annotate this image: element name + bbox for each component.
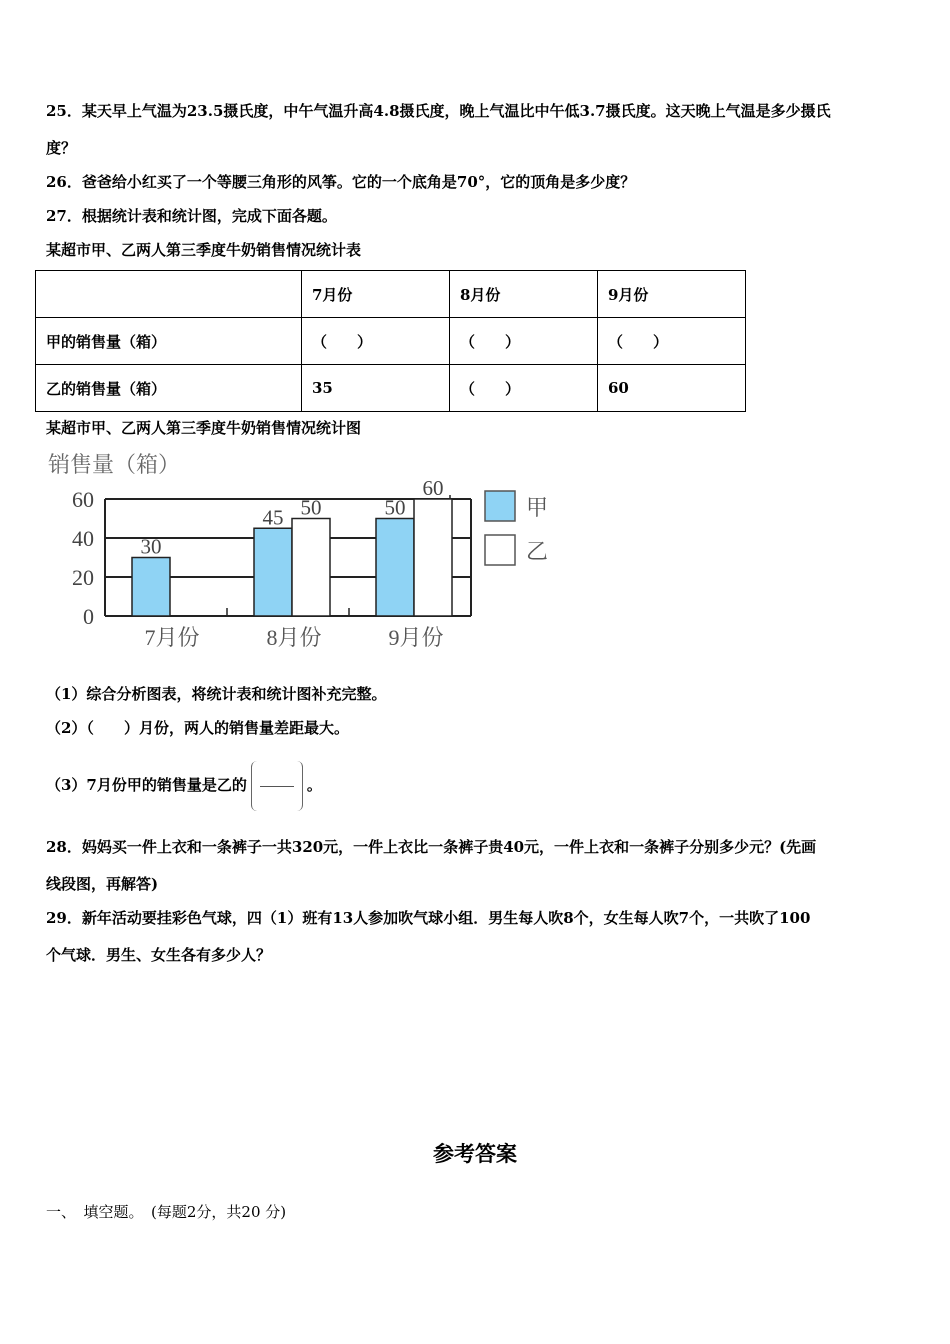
chart-title: 某超市甲、乙两人第三季度牛奶销售情况统计图	[46, 419, 362, 437]
sub-question-2: （2）（ ）月份，两人的销售量差距最大。	[46, 719, 349, 737]
bar-chart	[40, 447, 560, 652]
question-28-line1: 28．妈妈买一件上衣和一条裤子一共320元，一件上衣比一条裤子贵40元，一件上衣和一条裤子分别多少元？(先画	[46, 838, 817, 856]
sub-question-3-prefix: （3）7月份甲的销售量是乙的	[46, 776, 247, 794]
table-header-cell: 7月份	[302, 271, 450, 318]
table-cell: 60	[598, 365, 746, 412]
question-27: 27．根据统计表和统计图，完成下面各题。	[46, 207, 337, 225]
answer-section-1: 一、 填空题。 (每题2分，共20 分)	[46, 1203, 287, 1221]
table-header-cell: 9月份	[598, 271, 746, 318]
sub-question-1: （1）综合分析图表，将统计表和统计图补充完整。	[46, 685, 387, 703]
table-cell: 35	[302, 365, 450, 412]
y-tick-label: 20	[72, 565, 94, 590]
legend-label: 甲	[526, 495, 549, 520]
x-tick-label: 7月份	[144, 625, 200, 650]
stats-table	[35, 270, 746, 412]
table-cell-blank[interactable]: （ ）	[598, 318, 746, 365]
bar-jia	[254, 528, 292, 616]
y-tick-label: 0	[83, 604, 94, 629]
bar-yi	[414, 499, 452, 616]
bar-yi	[292, 519, 330, 617]
question-29-line2: 个气球．男生、女生各有多少人？	[46, 946, 272, 964]
data-label: 50	[384, 495, 406, 520]
question-26: 26．爸爸给小红买了一个等腰三角形的风筝。它的一个底角是70°，它的顶角是多少度？	[46, 173, 636, 191]
answer-title: 参考答案	[433, 1141, 517, 1166]
table-cell-blank[interactable]: （ ）	[302, 318, 450, 365]
table-cell: 乙的销售量（箱）	[36, 365, 302, 412]
y-tick-label: 60	[72, 487, 94, 512]
question-25-line1: 25．某天早上气温为23.5摄氏度，中午气温升高4.8摄氏度，晚上气温比中午低3.7摄氏度。这天晚上气温是多少摄氏	[46, 102, 831, 120]
table-header-cell	[36, 271, 302, 318]
bar-jia	[376, 519, 414, 617]
x-tick-label: 8月份	[266, 625, 322, 650]
sub-question-3-suffix: 。	[306, 776, 322, 794]
y-tick-label: 40	[72, 526, 94, 551]
table-row-yi	[36, 365, 746, 412]
table-cell: 甲的销售量（箱）	[36, 318, 302, 365]
sub-question-3	[46, 758, 322, 812]
y-axis-label: 销售量（箱）	[48, 452, 181, 477]
legend-swatch	[485, 535, 515, 565]
question-29-line1: 29．新年活动要挂彩色气球，四（1）班有13人参加吹气球小组．男生每人吹8个，女生每人吹7个，一共吹了100	[46, 909, 811, 927]
table-header-cell: 8月份	[450, 271, 598, 318]
data-label: 30	[140, 534, 162, 559]
table-row-jia	[36, 318, 746, 365]
table-cell-blank[interactable]: （ ）	[450, 365, 598, 412]
question-28-line2: 线段图，再解答)	[46, 875, 159, 893]
data-label: 60	[422, 476, 444, 500]
legend-swatch	[485, 491, 515, 521]
x-tick-label: 9月份	[388, 625, 444, 650]
question-25-line2: 度？	[46, 139, 77, 157]
table-header-row	[36, 271, 746, 318]
legend-label: 乙	[526, 539, 549, 564]
data-label: 50	[300, 495, 322, 520]
table-cell-blank[interactable]: （ ）	[450, 318, 598, 365]
fraction-blank[interactable]	[251, 761, 303, 811]
table-title: 某超市甲、乙两人第三季度牛奶销售情况统计表	[46, 241, 362, 259]
bar-jia	[132, 558, 170, 617]
data-label: 45	[262, 505, 284, 530]
